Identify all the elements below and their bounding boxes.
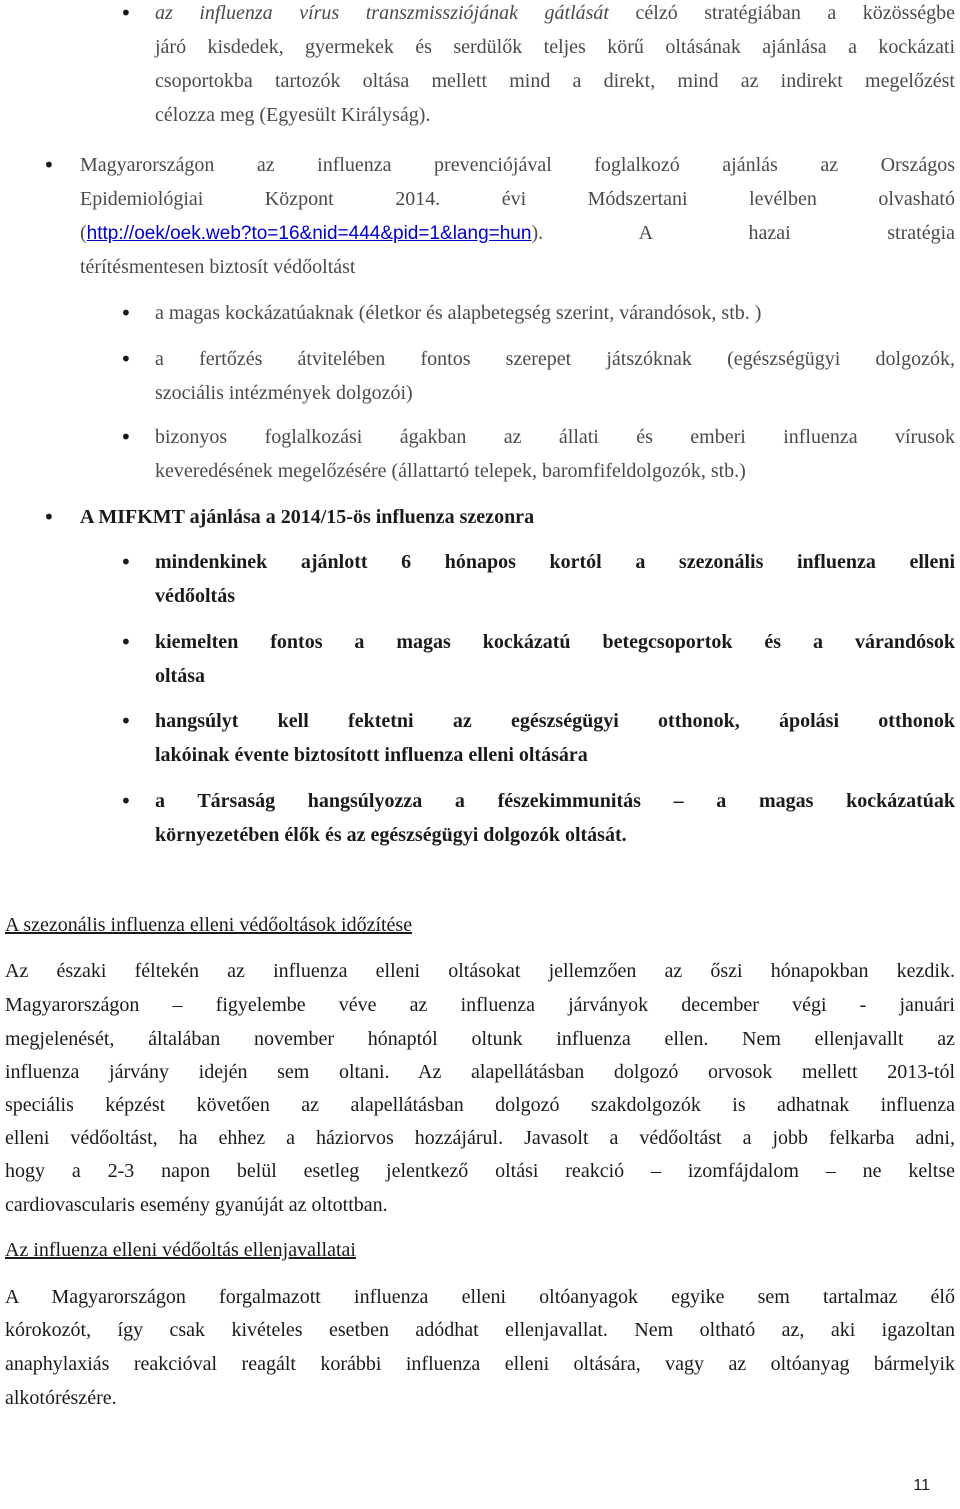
section-heading: A szezonális influenza elleni védőoltások időzítése xyxy=(5,914,413,936)
list-bullet: • xyxy=(120,301,132,325)
section-heading: Az influenza elleni védőoltás ellenjavallatai xyxy=(5,1239,356,1261)
paragraph-line: környezetében élők és az egészségügyi dolgozók oltását. xyxy=(155,824,627,846)
paragraph-line: csoportokba tartozók oltása mellett mind a direkt, mind az indirekt megelőzést xyxy=(155,70,955,92)
paragraph-line: kórokozót, így csak kivételes esetben adódhat ellenjavallat. Nem oltható az, aki igazoltan xyxy=(5,1319,955,1341)
paragraph-line: oltása xyxy=(155,665,205,687)
text-run: célzó stratégiában a közösségbe xyxy=(608,2,955,24)
text-run: ). A hazai stratégia xyxy=(531,222,955,244)
paragraph-line: A Magyarországon forgalmazott influenza elleni oltóanyagok egyike sem tartalmaz élő xyxy=(5,1286,955,1308)
list-bullet: • xyxy=(120,1,132,25)
paragraph-line: Magyarországon – figyelembe véve az influenza járványok december végi - januári xyxy=(5,994,955,1016)
paragraph-line: kiemelten fontos a magas kockázatú betegcsoportok és a várandósok xyxy=(155,631,955,653)
page-number: 11 xyxy=(913,1477,930,1494)
paragraph-line: Az északi féltekén az influenza elleni oltásokat jellemzően az őszi hónapokban kezdik. xyxy=(5,960,955,982)
list-bullet: • xyxy=(120,347,132,371)
paragraph-line: megjelenését, általában november hónaptól oltunk influenza ellen. Nem ellenjavallt az xyxy=(5,1028,955,1050)
paragraph-line: lakóinak évente biztosított influenza elleni oltására xyxy=(155,744,588,766)
paragraph-line: térítésmentesen biztosít védőoltást xyxy=(80,256,356,278)
list-bullet: • xyxy=(43,505,55,529)
paragraph-line: Epidemiológiai Központ 2014. évi Módszertani levélben olvasható xyxy=(80,188,955,210)
paragraph-line: elleni védőoltást, ha ehhez a háziorvos hozzájárul. Javasolt a védőoltást a jobb felkarba adni, xyxy=(5,1127,955,1149)
paragraph-line: a magas kockázatúaknak (életkor és alapbetegség szerint, várandósok, stb. ) xyxy=(155,302,762,324)
paragraph-line: alkotórészére. xyxy=(5,1387,117,1409)
italic-phrase: az influenza vírus transzmissziójának gátlását xyxy=(155,2,609,24)
oek-link[interactable]: http://oek/oek.web?to=16&nid=444&pid=1&lang=hun xyxy=(86,223,532,244)
list-bullet: • xyxy=(120,789,132,813)
paragraph-line: anaphylaxiás reakcióval reagált korábbi influenza elleni oltására, vagy az oltóanyag bármelyik xyxy=(5,1353,955,1375)
paragraph-line: keveredésének megelőzésére (állattartó telepek, baromfifeldolgozók, stb.) xyxy=(155,460,746,482)
list-bullet: • xyxy=(120,550,132,574)
list-bullet: • xyxy=(120,425,132,449)
paragraph-line: a Társaság hangsúlyozza a fészekimmunitás – a magas kockázatúak xyxy=(155,790,955,812)
paragraph-line: járó kisdedek, gyermekek és serdülők teljes körű oltásának ajánlása a kockázati xyxy=(155,36,955,58)
paragraph-line: hangsúlyt kell fektetni az egészségügyi otthonok, ápolási otthonok xyxy=(155,710,955,732)
paragraph-line: célozza meg (Egyesült Királyság). xyxy=(155,104,431,126)
paragraph-line: influenza járvány idején sem oltani. Az alapellátásban dolgozó orvosok mellett 2013-tól xyxy=(5,1061,955,1083)
paragraph-line: hogy a 2-3 napon belül esetleg jelentkező oltási reakció – izomfájdalom – ne keltse xyxy=(5,1160,955,1182)
paragraph-line: Magyarországon az influenza prevenciójával foglalkozó ajánlás az Országos xyxy=(80,154,955,176)
list-bullet: • xyxy=(43,153,55,177)
paragraph-line: szociális intézmények dolgozói) xyxy=(155,382,413,404)
paragraph-line: védőoltás xyxy=(155,585,235,607)
paragraph-line: mindenkinek ajánlott 6 hónapos kortól a szezonális influenza elleni xyxy=(155,551,955,573)
list-bullet: • xyxy=(120,630,132,654)
paragraph-line: a fertőzés átvitelében fontos szerepet játszóknak (egészségügyi dolgozók, xyxy=(155,348,955,370)
list-bullet: • xyxy=(120,709,132,733)
paragraph-line: cardiovascularis esemény gyanúját az oltottban. xyxy=(5,1194,388,1216)
paragraph-line: speciális képzést követően az alapellátásban dolgozó szakdolgozók is adhatnak influenza xyxy=(5,1094,955,1116)
recommendation-title: A MIFKMT ajánlása a 2014/15-ös influenza szezonra xyxy=(80,506,535,528)
paragraph-line xyxy=(155,0,955,30)
text-run: ( xyxy=(80,222,87,244)
paragraph-line: bizonyos foglalkozási ágakban az állati és emberi influenza vírusok xyxy=(155,426,955,448)
paragraph-line xyxy=(80,216,955,251)
